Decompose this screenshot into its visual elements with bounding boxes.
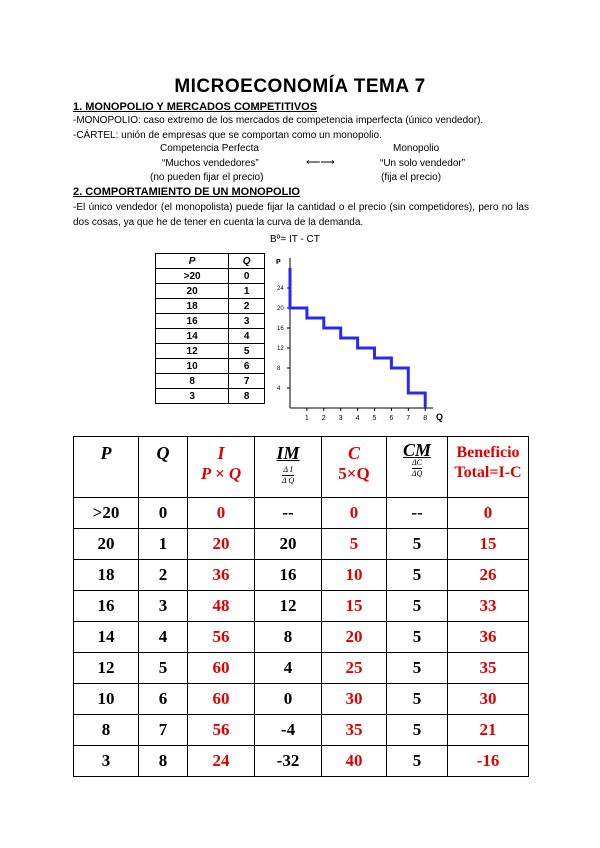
x-tick-label: 3 xyxy=(338,415,343,422)
cell-coste: 40 xyxy=(322,746,387,777)
col-header-q: Q xyxy=(229,254,265,269)
cell-q: 6 xyxy=(139,684,188,715)
cell-beneficio: 0 xyxy=(448,498,529,529)
cell-coste-marginal: 5 xyxy=(387,591,448,622)
table-row xyxy=(74,529,529,560)
cell-beneficio: 36 xyxy=(448,622,529,653)
cell-ingreso: 36 xyxy=(188,560,255,591)
cell-beneficio: 21 xyxy=(448,715,529,746)
cell-q: 0 xyxy=(139,498,188,529)
cell-coste: 35 xyxy=(322,715,387,746)
table-row xyxy=(156,389,265,404)
cell-q: 8 xyxy=(139,746,188,777)
cell-ingreso-marginal: 4 xyxy=(255,653,322,684)
small-price-quantity-table xyxy=(155,253,265,404)
cell-ingreso-marginal: 20 xyxy=(255,529,322,560)
cell-beneficio: 30 xyxy=(448,684,529,715)
cell-q: 1 xyxy=(229,284,265,299)
x-tick-label: 7 xyxy=(406,415,411,422)
y-axis-label: P xyxy=(276,259,281,266)
header-i-label: I xyxy=(217,443,225,463)
table-row xyxy=(74,653,529,684)
y-tick-label: 16 xyxy=(277,326,284,332)
cell-ingreso: 56 xyxy=(188,715,255,746)
section2-paragraph: -El único vendedor (el monopolista) puede fijar la cantidad o el precio (sin competidores), pero no las dos cosas, ya que he de tener en cuenta la curva de la demanda. xyxy=(73,202,529,228)
cell-ingreso-marginal: 16 xyxy=(255,560,322,591)
cell-q: 3 xyxy=(229,314,265,329)
cell-p: >20 xyxy=(74,498,139,529)
table-row xyxy=(74,622,529,653)
cell-q: 8 xyxy=(229,389,265,404)
cell-beneficio: 15 xyxy=(448,529,529,560)
section2-heading: 2. COMPORTAMIENTO DE UN MONOPOLIO xyxy=(73,186,300,198)
monopoly-line2: (fija el precio) xyxy=(381,172,442,183)
cell-coste: 25 xyxy=(322,653,387,684)
monopolio-definition: -MONOPOLIO: caso extremo de los mercados de competencia imperfecta (único vendedor). xyxy=(73,115,484,126)
table-row xyxy=(156,359,265,374)
section1-heading: 1. MONOPOLIO Y MERCADOS COMPETITIVOS xyxy=(73,101,318,113)
cell-p: 14 xyxy=(156,329,229,344)
cartel-definition: -CÁRTEL: unión de empresas que se comportan como un monopolio. xyxy=(73,130,382,141)
cell-ingreso: 60 xyxy=(188,684,255,715)
x-axis-label: Q xyxy=(436,412,444,422)
table-header-row xyxy=(156,254,265,269)
y-tick-label: 4 xyxy=(277,386,281,392)
col-header-beneficio xyxy=(448,437,529,498)
cell-ingreso-marginal: 8 xyxy=(255,622,322,653)
cell-p: 20 xyxy=(74,529,139,560)
cell-q: 7 xyxy=(139,715,188,746)
cell-ingreso-marginal: -4 xyxy=(255,715,322,746)
cell-p: 14 xyxy=(74,622,139,653)
cell-ingreso: 0 xyxy=(188,498,255,529)
cell-coste-marginal: 5 xyxy=(387,653,448,684)
cell-coste: 20 xyxy=(322,622,387,653)
competition-line2: (no pueden fijar el precio) xyxy=(150,172,264,183)
header-p-label: P xyxy=(100,443,112,463)
cell-coste: 15 xyxy=(322,591,387,622)
monopoly-results-table xyxy=(73,436,529,777)
competition-title: Competencia Perfecta xyxy=(160,143,259,154)
monopoly-line1: “Un solo vendedor” xyxy=(380,158,466,169)
header-beneficio-formula: Total=I-C xyxy=(454,464,522,481)
cell-ingreso: 48 xyxy=(188,591,255,622)
header-im-label: IM xyxy=(276,443,300,463)
cell-coste: 5 xyxy=(322,529,387,560)
cell-q: 0 xyxy=(229,269,265,284)
comparison-arrow: ⟵⟶ xyxy=(306,157,335,168)
cell-p: 10 xyxy=(74,684,139,715)
cell-q: 4 xyxy=(139,622,188,653)
cell-ingreso-marginal: 12 xyxy=(255,591,322,622)
cell-beneficio: 26 xyxy=(448,560,529,591)
table-row xyxy=(156,299,265,314)
cell-coste-marginal: 5 xyxy=(387,560,448,591)
cell-beneficio: 35 xyxy=(448,653,529,684)
cell-q: 4 xyxy=(229,329,265,344)
competition-line1: “Muchos vendedores” xyxy=(162,158,259,169)
cell-p: 16 xyxy=(74,591,139,622)
cell-p: 18 xyxy=(74,560,139,591)
cell-q: 3 xyxy=(139,591,188,622)
y-tick-label: 8 xyxy=(277,366,281,372)
cell-ingreso: 24 xyxy=(188,746,255,777)
header-i-formula: P × Q xyxy=(200,464,242,483)
cell-p: 10 xyxy=(156,359,229,374)
cell-coste-marginal: -- xyxy=(387,498,448,529)
table-row xyxy=(156,314,265,329)
cell-q: 2 xyxy=(139,560,188,591)
cell-coste-marginal: 5 xyxy=(387,684,448,715)
table-row xyxy=(74,560,529,591)
cell-q: 7 xyxy=(229,374,265,389)
header-beneficio-label: Beneficio xyxy=(456,444,520,461)
cell-p: 8 xyxy=(74,715,139,746)
cell-p: >20 xyxy=(156,269,229,284)
header-c-label: C xyxy=(347,443,360,463)
cell-p: 3 xyxy=(156,389,229,404)
header-cm-fraction xyxy=(412,458,422,479)
cell-beneficio: -16 xyxy=(448,746,529,777)
header-c-formula: 5×Q xyxy=(338,464,370,483)
cell-p: 12 xyxy=(74,653,139,684)
cell-coste-marginal: 5 xyxy=(387,715,448,746)
table-row xyxy=(156,269,265,284)
x-tick-label: 4 xyxy=(355,415,360,422)
demand-step-chart xyxy=(268,250,453,425)
table-row xyxy=(156,329,265,344)
cell-p: 16 xyxy=(156,314,229,329)
cell-coste: 30 xyxy=(322,684,387,715)
y-tick-label: 20 xyxy=(277,306,284,312)
table-row xyxy=(74,715,529,746)
cell-ingreso-marginal: -- xyxy=(255,498,322,529)
table-row xyxy=(74,498,529,529)
col-header-c xyxy=(322,437,387,498)
demand-step-line xyxy=(290,268,425,408)
cell-p: 18 xyxy=(156,299,229,314)
y-tick-label: 12 xyxy=(277,346,284,352)
cm-numerator: ΔC xyxy=(411,458,422,468)
page-title: MICROECONOMÍA TEMA 7 xyxy=(174,76,426,97)
col-header-i xyxy=(188,437,255,498)
cell-q: 6 xyxy=(229,359,265,374)
x-tick-label: 1 xyxy=(304,415,309,422)
y-tick-label: 24 xyxy=(277,286,284,292)
cell-p: 12 xyxy=(156,344,229,359)
im-denominator: Δ Q xyxy=(281,476,295,486)
table-row xyxy=(156,344,265,359)
col-header-im xyxy=(255,437,322,498)
table-header-row xyxy=(74,437,529,498)
cell-p: 3 xyxy=(74,746,139,777)
table-row xyxy=(74,746,529,777)
header-cm-label: CM xyxy=(402,440,431,460)
cell-q: 5 xyxy=(139,653,188,684)
table-row xyxy=(74,591,529,622)
x-tick-label: 2 xyxy=(321,415,326,422)
monopoly-title: Monopolio xyxy=(393,143,440,154)
cm-denominator: ΔQ xyxy=(411,469,423,479)
cell-q: 1 xyxy=(139,529,188,560)
cell-ingreso-marginal: 0 xyxy=(255,684,322,715)
header-im-fraction xyxy=(282,465,294,486)
col-header-p xyxy=(74,437,139,498)
cell-p: 20 xyxy=(156,284,229,299)
x-tick-label: 6 xyxy=(389,415,394,422)
table-row xyxy=(156,374,265,389)
col-header-cm xyxy=(387,437,448,498)
im-numerator: Δ I xyxy=(283,465,293,475)
table-row xyxy=(74,684,529,715)
cell-p: 8 xyxy=(156,374,229,389)
col-header-p: P xyxy=(156,254,229,269)
cell-q: 2 xyxy=(229,299,265,314)
cell-beneficio: 33 xyxy=(448,591,529,622)
profit-formula: Bº= IT - CT xyxy=(270,234,320,245)
cell-q: 5 xyxy=(229,344,265,359)
cell-coste-marginal: 5 xyxy=(387,746,448,777)
cell-ingreso: 20 xyxy=(188,529,255,560)
cell-ingreso: 60 xyxy=(188,653,255,684)
cell-ingreso: 56 xyxy=(188,622,255,653)
cell-coste: 10 xyxy=(322,560,387,591)
cell-coste-marginal: 5 xyxy=(387,622,448,653)
table-row xyxy=(156,284,265,299)
x-tick-label: 8 xyxy=(423,415,428,422)
cell-coste-marginal: 5 xyxy=(387,529,448,560)
x-tick-label: 5 xyxy=(372,415,377,422)
col-header-q xyxy=(139,437,188,498)
cell-ingreso-marginal: -32 xyxy=(255,746,322,777)
cell-coste: 0 xyxy=(322,498,387,529)
header-q-label: Q xyxy=(156,443,170,463)
